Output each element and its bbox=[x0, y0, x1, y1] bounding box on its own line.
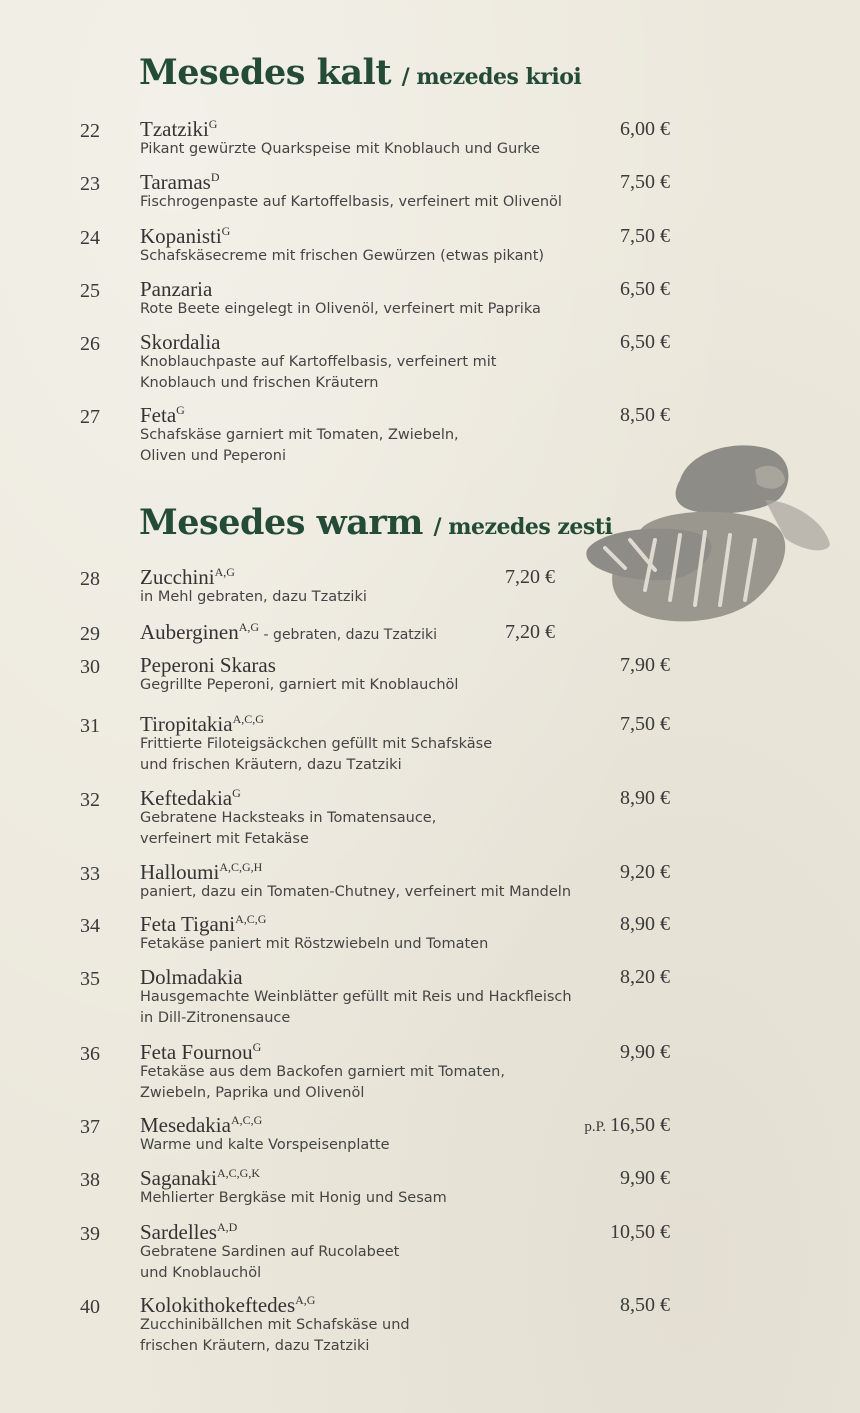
price: 8,50 € bbox=[620, 404, 670, 426]
price: 10,50 € bbox=[610, 1221, 670, 1243]
dish-name: Feta$^G$ bbox=[140, 403, 185, 427]
price: 7,20 € bbox=[505, 621, 555, 643]
section-title-warm: Mesedes warm / mezedes zesti bbox=[139, 502, 613, 543]
price: 6,50 € bbox=[620, 278, 670, 300]
price: 7,50 € bbox=[620, 713, 670, 735]
dish-description: Mehlierter Bergkäse mit Honig und Sesam bbox=[140, 1190, 447, 1206]
dish-name: Feta Fournou$^G$ bbox=[140, 1040, 262, 1064]
dish-name: Keftedakia$^G$ bbox=[140, 786, 241, 810]
dish-description: Gebratene Sardinen auf Rucolabeet und Knoblauchöl bbox=[140, 1244, 400, 1281]
dish-name: Sardelles$^{A,D}$ bbox=[140, 1220, 238, 1244]
price: 9,90 € bbox=[620, 1041, 670, 1063]
price: 7,50 € bbox=[620, 171, 670, 193]
dish-description: Gegrillte Peperoni, garniert mit Knoblauchöl bbox=[140, 677, 459, 693]
dish-description: Fetakäse aus dem Backofen garniert mit Tomaten, Zwiebeln, Paprika und Olivenöl bbox=[140, 1064, 505, 1101]
dish-description: Knoblauchpaste auf Kartoffelbasis, verfeinert mit Knoblauch und frischen Kräutern bbox=[140, 354, 497, 391]
price: 8,90 € bbox=[620, 913, 670, 935]
price: 6,50 € bbox=[620, 331, 670, 353]
price: 7,50 € bbox=[620, 225, 670, 247]
dish-description: paniert, dazu ein Tomaten-Chutney, verfeinert mit Mandeln bbox=[140, 884, 572, 900]
dish-name: Skordalia bbox=[140, 330, 221, 354]
dish-description: Warme und kalte Vorspeisenplatte bbox=[140, 1137, 390, 1153]
dish-name: Zucchini$^{A,G}$ bbox=[140, 565, 235, 589]
dish-description: Schafskäsecreme mit frischen Gewürzen (etwas pikant) bbox=[140, 248, 545, 264]
dish-description: Zucchinibällchen mit Schafskäse und frischen Kräutern, dazu Tzatziki bbox=[140, 1317, 410, 1354]
price: 9,20 € bbox=[620, 861, 670, 883]
dish-name: Panzaria bbox=[140, 277, 213, 301]
dish-name: Taramas$^D$ bbox=[140, 170, 220, 194]
price: 8,20 € bbox=[620, 966, 670, 988]
dish-name: Kolokithokeftedes$^{A,G}$ bbox=[140, 1293, 316, 1317]
price: 8,90 € bbox=[620, 787, 670, 809]
dish-name: Peperoni Skaras bbox=[140, 653, 276, 677]
dish-description: Frittierte Filoteigsäckchen gefüllt mit Schafskäse und frischen Kräutern, dazu Tzatziki bbox=[140, 736, 493, 773]
dish-description: Rote Beete eingelegt in Olivenöl, verfeinert mit Paprika bbox=[140, 301, 541, 317]
price: 7,90 € bbox=[620, 654, 670, 676]
price: 6,00 € bbox=[620, 118, 670, 140]
dish-name: Auberginen$^{A,G}$ - gebraten, dazu Tzatziki bbox=[140, 620, 438, 644]
dish-description: Fischrogenpaste auf Kartoffelbasis, verfeinert mit Olivenöl bbox=[140, 194, 562, 210]
dish-name: Halloumi$^{A,C,G,H}$ bbox=[140, 860, 263, 884]
dish-description: in Mehl gebraten, dazu Tzatziki bbox=[140, 589, 367, 605]
dish-name: Tiropitakia$^{A,C,G}$ bbox=[140, 712, 264, 736]
dish-name: Feta Tigani$^{A,C,G}$ bbox=[140, 912, 267, 936]
price: 8,50 € bbox=[620, 1294, 670, 1316]
dish-name: Dolmadakia bbox=[140, 965, 243, 989]
price: 7,20 € bbox=[505, 566, 555, 588]
dish-name: Tzatziki$^G$ bbox=[140, 117, 218, 141]
grilled-food-icon bbox=[585, 440, 835, 640]
price: p.P. 16,50 € bbox=[584, 1114, 670, 1136]
dish-description: Hausgemachte Weinblätter gefüllt mit Reis und Hackfleisch in Dill-Zitronensauce bbox=[140, 989, 572, 1026]
dish-description: Pikant gewürzte Quarkspeise mit Knoblauch und Gurke bbox=[140, 141, 541, 157]
price: 9,90 € bbox=[620, 1167, 670, 1189]
dish-name: Saganaki$^{A,C,G,K}$ bbox=[140, 1166, 260, 1190]
dish-name: Mesedakia$^{A,C,G}$ bbox=[140, 1113, 263, 1137]
dish-name: Kopanisti$^G$ bbox=[140, 224, 231, 248]
dish-description: Schafskäse garniert mit Tomaten, Zwiebeln, Oliven und Peperoni bbox=[140, 427, 459, 464]
section-title-kalt: Mesedes kalt / mezedes krioi bbox=[139, 52, 582, 93]
dish-description: Gebratene Hacksteaks in Tomatensauce, verfeinert mit Fetakäse bbox=[140, 810, 437, 847]
dish-description: Fetakäse paniert mit Röstzwiebeln und Tomaten bbox=[140, 936, 489, 952]
